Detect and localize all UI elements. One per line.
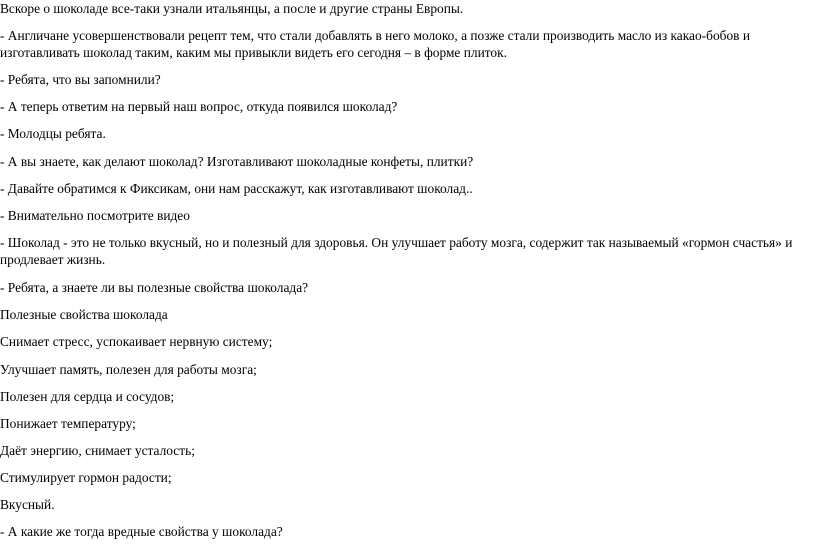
paragraph: - А теперь ответим на первый наш вопрос, откуда появился шоколад? [0, 99, 398, 114]
section-heading: Полезные свойства шоколада [0, 307, 168, 322]
paragraph: - Англичане усовершенствовали рецепт тем, что стали добавлять в него молоко, а позже стали производить масло из какао-бобов и изготавливать шоколад таким, каким мы привыкли видеть его сегодня – в форме плиток. [0, 28, 750, 60]
paragraph: - Шоколад - это не только вкусный, но и полезный для здоровья. Он улучшает работу мозга, содержит так называемый «гормон счастья» и продлевает жизнь. [0, 235, 793, 267]
list-item: Вкусный. [0, 497, 55, 512]
paragraph: - Давайте обратимся к Фиксикам, они нам расскажут, как изготавливают шоколад.. [0, 181, 473, 196]
list-item: Понижает температуру; [0, 416, 136, 431]
list-item: Стимулирует гормон радости; [0, 470, 172, 485]
paragraph: - Молодцы ребята. [0, 126, 106, 141]
paragraph: - Ребята, а знаете ли вы полезные свойства шоколада? [0, 280, 309, 295]
paragraph: - Внимательно посмотрите видео [0, 208, 190, 223]
paragraph: - А вы знаете, как делают шоколад? Изготавливают шоколадные конфеты, плитки? [0, 154, 474, 169]
paragraph: Вскоре о шоколаде все-таки узнали итальянцы, а после и другие страны Европы. [0, 1, 464, 16]
list-item: Даёт энергию, снимает усталость; [0, 443, 195, 458]
list-item: Полезен для сердца и сосудов; [0, 389, 175, 404]
list-item: Снимает стресс, успокаивает нервную систему; [0, 334, 273, 349]
paragraph: - А какие же тогда вредные свойства у шоколада? [0, 524, 283, 539]
list-item: Улучшает память, полезен для работы мозга; [0, 362, 257, 377]
paragraph: - Ребята, что вы запомнили? [0, 72, 161, 87]
